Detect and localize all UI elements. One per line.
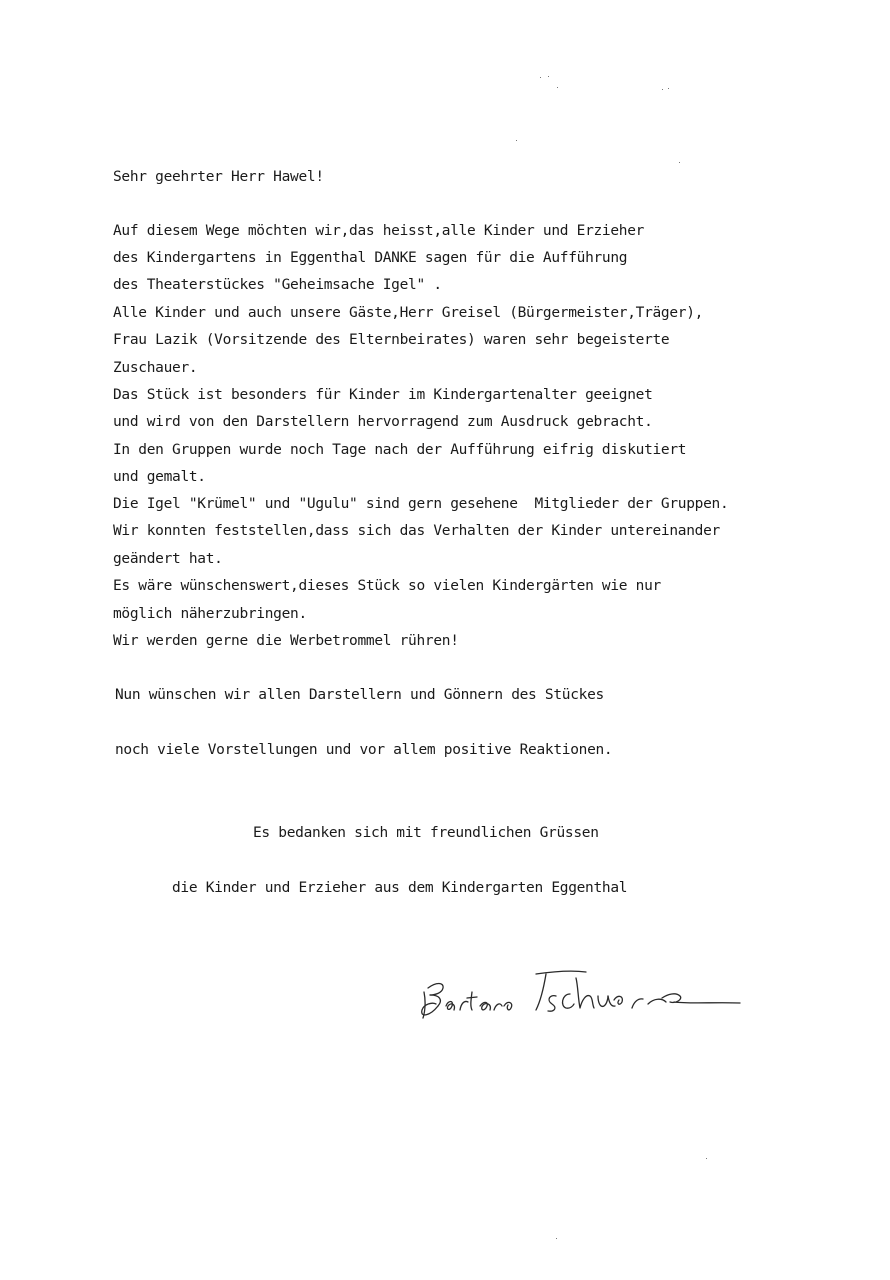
scan-speck (679, 162, 680, 163)
body-line: Wir konnten feststellen,dass sich das Verhalten der Kinder untereinander (113, 523, 720, 539)
body-line: Es wäre wünschenswert,dieses Stück so vielen Kindergärten wie nur (113, 578, 661, 594)
body-line: Auf diesem Wege möchten wir,das heisst,alle Kinder und Erzieher (113, 223, 645, 239)
scan-speck (556, 1238, 557, 1239)
scan-speck (668, 88, 669, 89)
scan-speck (662, 89, 663, 90)
scan-speck (557, 87, 558, 88)
body-line: und wird von den Darstellern hervorragend zum Ausdruck gebracht. (113, 414, 653, 430)
closing-line: Es bedanken sich mit freundlichen Grüssen (253, 825, 599, 841)
scan-speck (540, 77, 541, 78)
body-line: Frau Lazik (Vorsitzende des Elternbeirates) waren sehr begeisterte (113, 332, 670, 348)
wish-line: noch viele Vorstellungen und vor allem positive Reaktionen. (115, 742, 613, 758)
body-line: geändert hat. (113, 551, 223, 567)
body-line: des Kindergartens in Eggenthal DANKE sagen für die Aufführung (113, 250, 628, 266)
body-line: des Theaterstückes "Geheimsache Igel" . (113, 277, 442, 293)
salutation: Sehr geehrter Herr Hawel! (113, 169, 324, 185)
body-line: Das Stück ist besonders für Kinder im Kindergartenalter geeignet (113, 387, 653, 403)
sender-line: die Kinder und Erzieher aus dem Kindergarten Eggenthal (172, 880, 628, 896)
body-line: möglich näherzubringen. (113, 606, 307, 622)
body-line: In den Gruppen wurde noch Tage nach der Aufführung eifrig diskutiert (113, 442, 687, 458)
scan-speck (548, 76, 549, 77)
body-line: Die Igel "Krümel" und "Ugulu" sind gern gesehene Mitglieder der Gruppen. (113, 496, 729, 512)
scan-speck (706, 1158, 707, 1159)
handwritten-signature (410, 962, 750, 1032)
scan-speck (516, 140, 517, 141)
wish-line: Nun wünschen wir allen Darstellern und Gönnern des Stückes (115, 687, 604, 703)
body-line: Alle Kinder und auch unsere Gäste,Herr Greisel (Bürgermeister,Träger), (113, 305, 704, 321)
body-line: und gemalt. (113, 469, 206, 485)
body-line: Wir werden gerne die Werbetrommel rühren! (113, 633, 459, 649)
body-line: Zuschauer. (113, 360, 198, 376)
